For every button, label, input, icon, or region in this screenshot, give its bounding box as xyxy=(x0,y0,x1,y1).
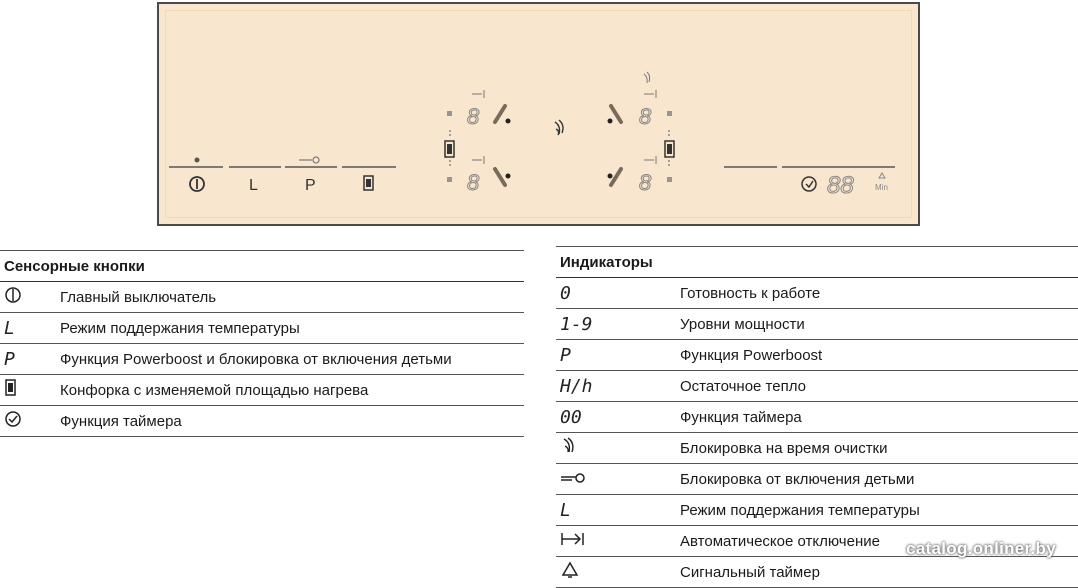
right-zone-displays xyxy=(608,72,675,195)
timer-unit: Min xyxy=(875,183,888,192)
auto-off-icon xyxy=(472,156,484,164)
timer-symbol: 00 xyxy=(560,406,582,428)
powerboost-button[interactable]: P xyxy=(305,177,316,194)
table-row xyxy=(0,313,524,344)
cooktop-control-panel xyxy=(157,2,920,226)
row-label: Готовность к работе xyxy=(680,284,821,302)
table-row xyxy=(0,344,524,375)
row-label: Функция Powerboost и блокировка от включения детьми xyxy=(60,350,452,368)
row-label: Функция Powerboost xyxy=(680,346,823,364)
power-levels-symbol: 1-9 xyxy=(560,313,593,335)
front-left-slider[interactable] xyxy=(495,169,505,185)
timer-digits: 88 xyxy=(827,172,854,199)
table-row xyxy=(556,278,1078,309)
watermark: catalog.onliner.by xyxy=(906,539,1056,558)
row-label: Функция таймера xyxy=(680,408,802,426)
row-label: Функция таймера xyxy=(60,412,182,430)
variable-zone-icon xyxy=(4,379,18,397)
residual-heat-symbol: H/h xyxy=(560,375,593,397)
powerboost-symbol: P xyxy=(560,344,571,366)
bell-icon xyxy=(879,173,885,178)
row-label: Блокировка от включения детьми xyxy=(680,470,915,488)
panel-drawing xyxy=(159,4,922,228)
table-row xyxy=(556,433,1078,464)
table-row xyxy=(556,340,1078,371)
table-row xyxy=(0,282,524,313)
table-row xyxy=(556,309,1078,340)
table-header xyxy=(0,251,524,282)
front-right-digit: 8 xyxy=(639,170,652,195)
row-label: Режим поддержания температуры xyxy=(60,319,300,337)
rear-left-slider-dot xyxy=(506,119,511,124)
row-label: Режим поддержания температуры xyxy=(680,501,920,519)
front-right-slider[interactable] xyxy=(611,169,621,185)
timer-button[interactable] xyxy=(802,177,816,191)
indicators-title: Индикаторы xyxy=(560,253,653,271)
row-label: Главный выключатель xyxy=(60,288,217,306)
table-row xyxy=(556,557,1078,588)
wipe-lock-icon[interactable] xyxy=(555,120,563,135)
table-row xyxy=(0,406,524,437)
table-header xyxy=(556,247,1078,278)
keep-warm-button[interactable]: L xyxy=(249,177,258,194)
bell-icon xyxy=(560,561,580,579)
power-icon xyxy=(4,286,22,304)
row-label: Сигнальный таймер xyxy=(680,563,820,581)
auto-off-icon xyxy=(644,90,656,98)
wipe-lock-icon xyxy=(560,437,576,455)
power-button[interactable] xyxy=(190,177,204,191)
rear-left-digit: 8 xyxy=(467,104,480,129)
variable-zone-button[interactable] xyxy=(364,176,373,190)
front-left-slider-dot xyxy=(506,174,511,179)
key-icon xyxy=(560,470,586,484)
table-row xyxy=(556,402,1078,433)
row-label: Блокировка на время очистки xyxy=(680,439,888,457)
powerboost-symbol: P xyxy=(4,348,15,370)
table-row xyxy=(556,371,1078,402)
key-icon xyxy=(299,157,319,163)
auto-off-icon xyxy=(644,156,656,164)
power-indicator-dot xyxy=(195,158,200,163)
table-row xyxy=(0,375,524,406)
keep-warm-symbol: L xyxy=(4,317,15,339)
front-left-digit: 8 xyxy=(467,170,480,195)
timer-icon xyxy=(4,410,22,428)
wipe-lock-icon xyxy=(644,72,650,83)
front-right-slider-dot xyxy=(608,174,613,179)
auto-off-icon xyxy=(560,531,586,547)
rear-left-slider[interactable] xyxy=(495,106,505,122)
row-label: Автоматическое отключение xyxy=(680,532,880,550)
row-label: Уровни мощности xyxy=(680,315,805,333)
left-zone-displays xyxy=(445,90,511,195)
ready-symbol: 0 xyxy=(560,282,571,304)
rear-right-digit: 8 xyxy=(639,104,652,129)
variable-zone-indicator xyxy=(445,130,454,168)
variable-zone-indicator xyxy=(665,130,674,168)
rear-right-slider-dot xyxy=(608,119,613,124)
table-row xyxy=(556,495,1078,526)
indicators-table xyxy=(556,246,1078,588)
auto-off-icon xyxy=(472,90,484,98)
touch-buttons-title: Сенсорные кнопки xyxy=(4,257,145,275)
keep-warm-symbol: L xyxy=(560,499,571,521)
row-label: Остаточное тепло xyxy=(680,377,806,395)
table-row xyxy=(556,464,1078,495)
touch-buttons-table xyxy=(0,250,524,437)
rear-right-slider[interactable] xyxy=(611,106,621,122)
row-label: Конфорка с изменяемой площадью нагрева xyxy=(60,381,369,399)
